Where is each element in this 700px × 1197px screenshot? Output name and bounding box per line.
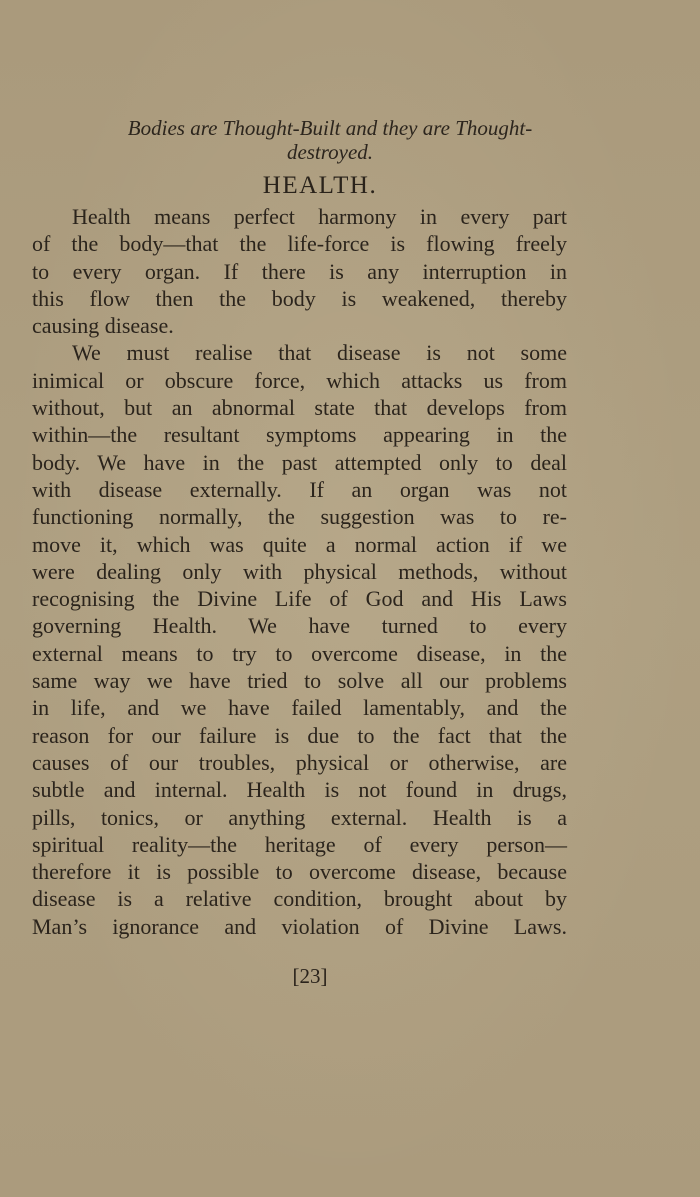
text-line: We must realise that disease is not some	[72, 340, 567, 366]
text-line: reason for our failure is due to the fact that the	[32, 722, 567, 748]
text-line: move it, which was quite a normal action if we	[32, 531, 567, 557]
text-line: Man’s ignorance and violation of Divine Laws.	[32, 913, 567, 939]
paragraph-2	[32, 339, 567, 940]
text-line: causing disease.	[32, 313, 174, 339]
text-line: with disease externally. If an organ was not	[32, 476, 567, 502]
paragraph-1	[32, 203, 567, 339]
text-line: without, but an abnormal state that develops from	[32, 395, 567, 421]
text-line: functioning normally, the suggestion was to re-	[32, 504, 567, 530]
body-text	[32, 203, 567, 940]
chapter-heading: HEALTH.	[262, 172, 378, 199]
text-line: to every organ. If there is any interruption in	[32, 258, 567, 284]
page-number: [23]	[292, 964, 328, 988]
epigraph	[80, 116, 580, 164]
text-line: were dealing only with physical methods, without	[32, 558, 567, 584]
text-line: pills, tonics, or anything external. Health is a	[32, 804, 567, 830]
text-line: disease is a relative condition, brought about by	[32, 886, 567, 912]
text-line: of the body—that the life-force is flowing freely	[32, 231, 567, 257]
text-line: body. We have in the past attempted only to deal	[32, 449, 567, 475]
text-line: governing Health. We have turned to every	[32, 613, 567, 639]
text-line: recognising the Divine Life of God and His Laws	[32, 586, 567, 612]
epigraph-line: Bodies are Thought-Built and they are Thought-	[127, 116, 533, 140]
text-line: same way we have tried to solve all our problems	[32, 668, 567, 694]
text-line: external means to try to overcome disease, in the	[32, 640, 567, 666]
text-line: Health means perfect harmony in every part	[72, 204, 567, 229]
text-line: inimical or obscure force, which attacks us from	[32, 367, 567, 393]
text-line: causes of our troubles, physical or otherwise, are	[32, 749, 567, 775]
text-line: within—the resultant symptoms appearing in the	[32, 422, 567, 448]
text-line: in life, and we have failed lamentably, and the	[32, 695, 567, 721]
text-line: this flow then the body is weakened, thereby	[32, 285, 567, 311]
text-line: subtle and internal. Health is not found in drugs,	[32, 777, 567, 803]
text-line: therefore it is possible to overcome disease, because	[32, 859, 567, 885]
epigraph-line: destroyed.	[286, 140, 374, 164]
text-line: spiritual reality—the heritage of every person—	[32, 831, 567, 857]
